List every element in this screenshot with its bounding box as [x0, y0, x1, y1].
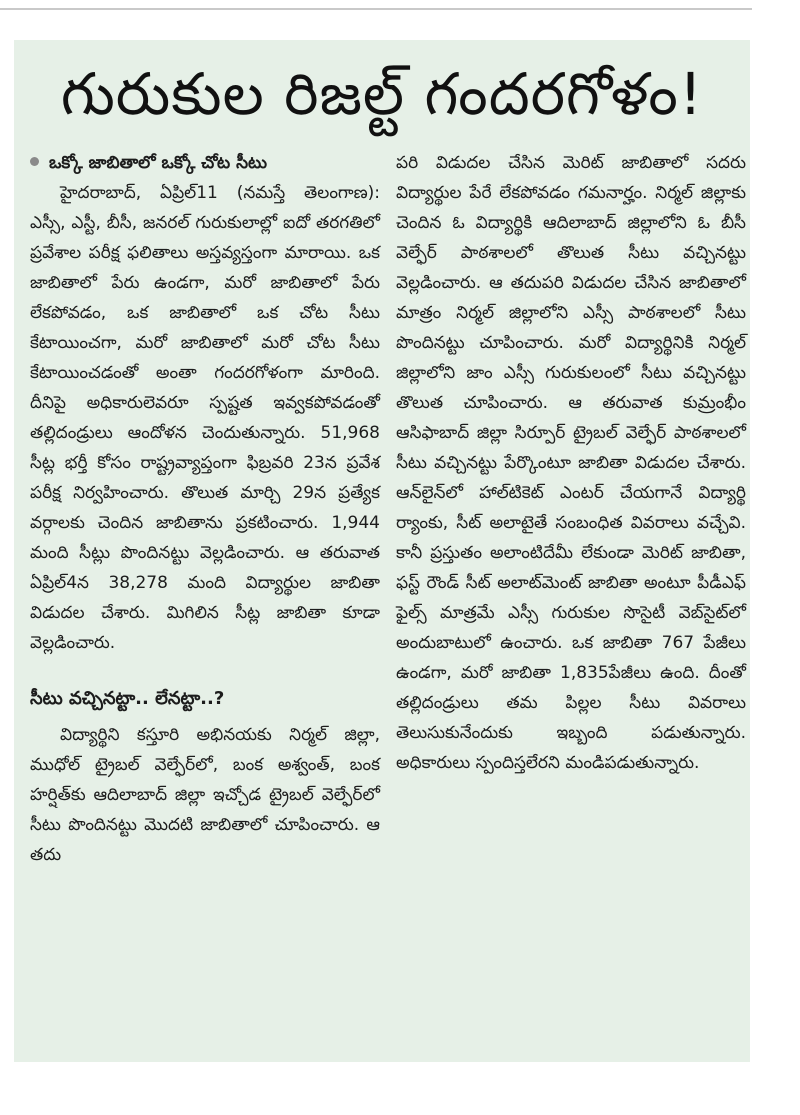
left-column — [30, 148, 380, 870]
subhead-text: ఒక్కో జాబితాలో ఒక్కో చోట సీటు — [49, 153, 268, 173]
subhead — [30, 148, 380, 178]
headline: గురుకుల రిజల్ట్ గందరగోళం! — [60, 60, 704, 128]
bullet-icon — [30, 157, 39, 166]
article-paragraph-2: విద్యార్థిని కస్తూరి అభినయకు నిర్మల్ జిల్లా, ముధోల్ ట్రైబల్ వెల్ఫేర్‌లో, బంక అశ్వంత్, బంక హర్షిత్‌కు ఆదిలాబాద్ జిల్లా ఇచ్చోడ ట్రైబల్ వెల్ఫేర్‌లో సీటు పొందినట్టు మొదటి జాబితాలో చూపించారు. ఆ తదు — [30, 725, 380, 865]
right-column — [396, 148, 746, 778]
article-paragraph-3: పరి విడుదల చేసిన మెరిట్ జాబితాలో సదరు విద్యార్థుల పేరే లేకపోవడం గమనార్హం. నిర్మల్ జిల్లాకు చెందిన ఓ విద్యార్థికి ఆదిలాబాద్ జిల్లాలోని ఓ బీసీ వెల్ఫేర్ పాఠశాలలో తొలుత సీటు వచ్చినట్టు వెల్లడించారు. ఆ తదుపరి విడుదల చేసిన జాబితాలో మాత్రం నిర్మల్ జిల్లాలోని ఎస్సీ పాఠశాలలో సీటు పొందినట్టు చూపించారు. మరో విద్యార్థినికి నిర్మల్ జిల్లాలోని జాం ఎస్సీ గురుకులంలో సీటు వచ్చినట్టు తొలుత చూపించారు. ఆ తరువాత కుమ్రంభీం ఆసిఫాబాద్ జిల్లా సిర్పూర్ ట్రైబల్ వెల్ఫేర్ పాఠశాలలో సీటు వచ్చినట్టు పేర్కొంటూ జాబితా విడుదల చేశారు. ఆన్‌లైన్‌లో హాల్‌టికెట్ ఎంటర్ చేయగానే విద్యార్థి ర్యాంకు, సీట్ అలాటైతే సంబంధిత వివరాలు వచ్చేవి. కానీ ప్రస్తుతం అలాంటిదేమీ లేకుండా మెరిట్ జాబితా, ఫస్ట్ రౌండ్ సీట్ అలాట్‌మెంట్ జాబితా అంటూ పీడీఎఫ్ ఫైల్స్ మాత్రమే ఎస్సీ గురుకుల సొసైటీ వెబ్‌సైట్‌లో అందుబాటులో ఉంచారు. ఒక జాబితా 767 పేజీలు ఉండగా, మరో జాబితా 1,835పేజీలు ఉంది. దీంతో తల్లిదండ్రులు తమ పిల్లల సీటు వివరాలు తెలుసుకునేందుకు ఇబ్బంది పడుతున్నారు. అధికారులు స్పందిస్తలేరని మండిపడుతున్నారు. — [396, 153, 746, 773]
newspaper-clipping — [14, 40, 750, 1062]
top-divider — [0, 8, 752, 10]
section-heading: సీటు వచ్చినట్టా.. లేనట్టా..? — [30, 688, 225, 709]
article-paragraph-1: హైదరాబాద్, ఏప్రిల్11 (నమస్తే తెలంగాణ): ఎస్సీ, ఎస్టీ, బీసీ, జనరల్ గురుకులాల్లో ఐదో తరగతిలో ప్రవేశాల పరీక్ష ఫలితాలు అస్తవ్యస్తంగా మారాయి. ఒక జాబితాలో పేరు ఉండగా, మరో జాబితాలో పేరు లేకపోవడం, ఒక జాబితాలో ఒక చోట సీటు కేటాయించగా, మరో జాబితాలో మరో చోట సీటు కేటాయించడంతో అంతా గందరగోళంగా మారింది. దీనిపై అధికారులెవరూ స్పష్టత ఇవ్వకపోవడంతో తల్లిదండ్రులు ఆందోళన చెందుతున్నారు. 51,968 సీట్ల భర్తీ కోసం రాష్ట్రవ్యాప్తంగా ఫిబ్రవరి 23న ప్రవేశ పరీక్ష నిర్వహించారు. తొలుత మార్చి 29న ప్రత్యేక వర్గాలకు చెందిన జాబితాను ప్రకటించారు. 1,944 మంది సీట్లు పొందినట్టు వెల్లడించారు. ఆ తరువాత ఏప్రిల్4న 38,278 మంది విద్యార్థుల జాబితా విడుదల చేశారు. మిగిలిన సీట్ల జాబితా కూడా వెల్లడించారు. — [30, 183, 380, 653]
